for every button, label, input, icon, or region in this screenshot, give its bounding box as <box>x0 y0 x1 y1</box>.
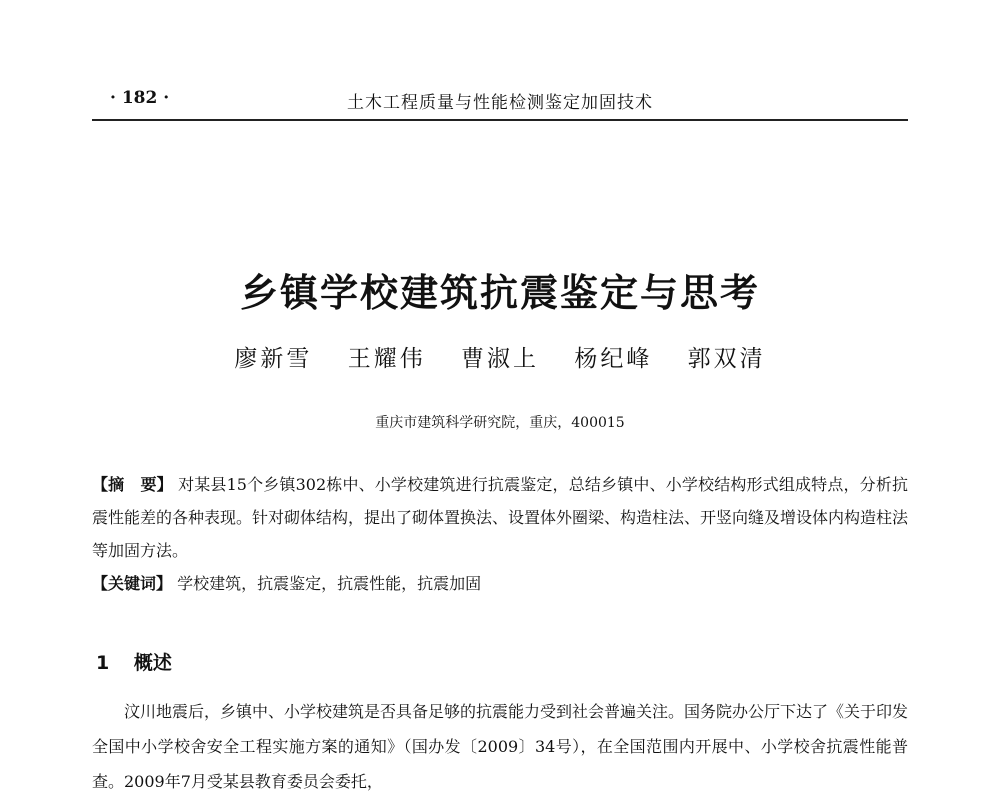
abstract-label: 【摘 要】 <box>92 475 173 494</box>
author-5: 郭双清 <box>687 346 766 372</box>
author-1: 廖新雪 <box>234 346 313 372</box>
author-list <box>0 340 1000 373</box>
abstract-block <box>92 468 908 567</box>
running-title: 土木工程质量与性能检测鉴定加固技术 <box>347 93 653 113</box>
section-number: 1 <box>96 652 110 674</box>
keywords-text: 学校建筑，抗震鉴定，抗震性能，抗震加固 <box>177 574 482 593</box>
author-4: 杨纪峰 <box>574 346 653 372</box>
author-3: 曹淑上 <box>461 346 539 372</box>
header-rule <box>92 119 908 121</box>
body-paragraph: 汶川地震后，乡镇中、小学校建筑是否具备足够的抗震能力受到社会普遍关注。国务院办公厅下达了《关于印发全国中小学校舍安全工程实施方案的通知》（国办发〔2009〕34号），在全国范围内开展中、小学校舍抗震性能普查。2009年7月受某县教育委员会委托， <box>92 702 909 791</box>
paper-title: 乡镇学校建筑抗震鉴定与思考 <box>239 270 760 315</box>
section-heading <box>96 648 172 675</box>
page-header <box>92 88 908 120</box>
affiliation: 重庆市建筑科学研究院，重庆，400015 <box>375 415 625 431</box>
keywords-label: 【关键词】 <box>92 574 173 593</box>
page-number: · 182 · <box>110 88 170 108</box>
keywords-block <box>92 567 908 600</box>
section-title: 概述 <box>133 652 172 674</box>
author-2: 王耀伟 <box>347 346 426 372</box>
abstract-text: 对某县15个乡镇302栋中、小学校建筑进行抗震鉴定，总结乡镇中、小学校结构形式组成特点，分析抗震性能差的各种表现。针对砌体结构，提出了砌体置换法、设置体外圈梁、构造柱法、开竖向缝及增设体内构造柱法等加固方法。 <box>92 475 909 560</box>
